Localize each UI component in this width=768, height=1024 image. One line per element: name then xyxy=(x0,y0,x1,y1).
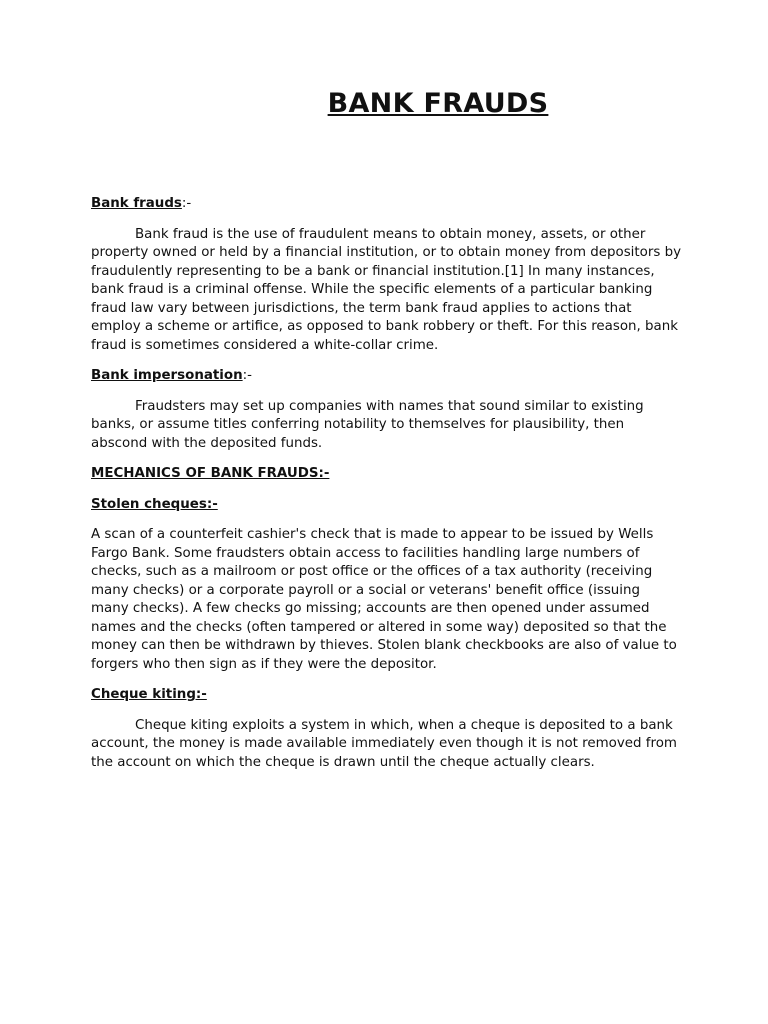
document-body xyxy=(91,195,681,784)
heading-text: Bank impersonation xyxy=(91,368,243,383)
section-heading-bank-impersonation xyxy=(91,367,681,386)
section-heading-mechanics: MECHANICS OF BANK FRAUDS:- xyxy=(91,466,330,481)
paragraph-bank-impersonation: Fraudsters may set up companies with names that sound similar to existing banks, or assume titles conferring notability to themselves for plausibility, then abscond with the deposited funds. xyxy=(91,398,644,451)
section-heading-cheque-kiting: Cheque kiting:- xyxy=(91,687,207,702)
document-title: BANK FRAUDS xyxy=(327,88,549,119)
paragraph-stolen-cheques: A scan of a counterfeit cashier's check that is made to appear to be issued by Wells Fargo Bank. Some fraudsters obtain access to facilities handling large numbers of checks, such as a mailroom or post office or the offices of a tax authority (receiving many checks) or a corporate payroll or a social or veterans' benefit office (issuing many checks). A few checks go missing; accounts are then opened under assumed names and the checks (often tampered or altered in some way) deposited so that the money can then be withdrawn by thieves. Stolen blank checkbooks are also of value to forgers who then sign as if they were the depositor. xyxy=(91,527,677,672)
section-heading-bank-frauds xyxy=(91,195,681,214)
paragraph-cheque-kiting: Cheque kiting exploits a system in which, when a cheque is deposited to a bank account, the money is made available immediately even though it is not removed from the account on which the cheque is drawn until the cheque actually clears. xyxy=(91,717,677,770)
heading-suffix: :- xyxy=(242,368,252,383)
heading-text: Bank frauds xyxy=(91,196,182,211)
heading-suffix: :- xyxy=(181,196,192,211)
paragraph-bank-frauds: Bank fraud is the use of fraudulent means to obtain money, assets, or other property owned or held by a financial institution, or to obtain money from depositors by fraudulently representing to be a bank or financial institution.[1] In many instances, bank fraud is a criminal offense. While the specific elements of a particular banking fraud law vary between jurisdictions, the term bank fraud applies to actions that employ a scheme or artifice, as opposed to bank robbery or theft. For this reason, bank fraud is sometimes considered a white-collar crime. xyxy=(91,226,681,353)
section-heading-stolen-cheques: Stolen cheques:- xyxy=(91,496,218,512)
